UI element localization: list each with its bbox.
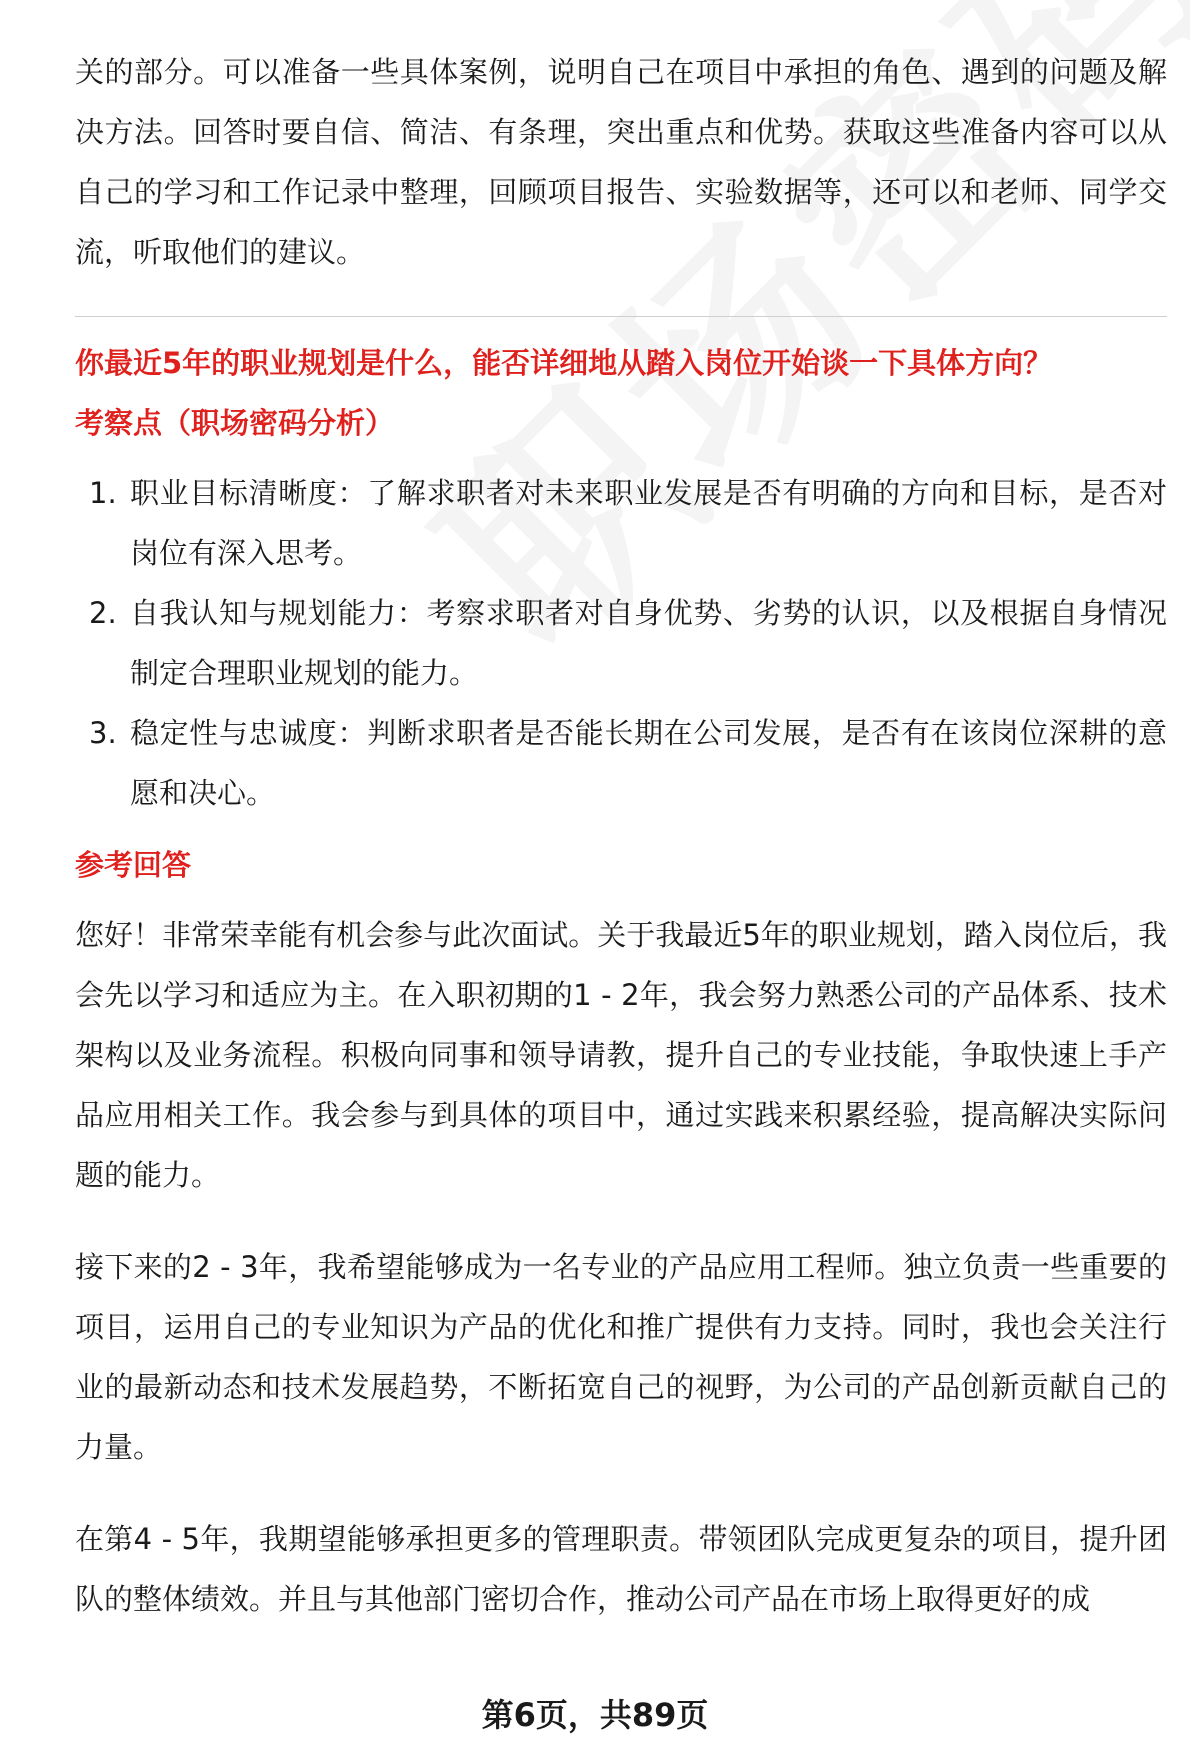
question-heading: 你最近5年的职业规划是什么，能否详细地从踏入岗位开始谈一下具体方向？ xyxy=(75,346,1053,380)
assessment-point xyxy=(75,463,1167,583)
point-text: 稳定性与忠诚度：判断求职者是否能长期在公司发展，是否有在该岗位深耕的意愿和决心。 xyxy=(130,716,1167,810)
point-text: 职业目标清晰度：了解求职者对未来职业发展是否有明确的方向和目标，是否对岗位有深入思考。 xyxy=(130,476,1167,570)
points-title: 考察点（职场密码分析） xyxy=(75,406,395,440)
answer-paragraph: 您好！非常荣幸能有机会参与此次面试。关于我最近5年的职业规划，踏入岗位后，我会先以学习和适应为主。在入职初期的1 - 2年，我会努力熟悉公司的产品体系、技术架构以及业务流程。积极向同事和领导请教，提升自己的专业技能，争取快速上手产品应用相关工作。我会参与到具体的项目中，通过实践来积累经验，提高解决实际问题的能力。 xyxy=(75,918,1167,1192)
answer-title: 参考回答 xyxy=(75,848,192,882)
point-number: 2. xyxy=(89,596,117,630)
answer-paragraph: 接下来的2 - 3年，我希望能够成为一名专业的产品应用工程师。独立负责一些重要的项目，运用自己的专业知识为产品的优化和推广提供有力支持。同时，我也会关注行业的最新动态和技术发展趋势，不断拓宽自己的视野，为公司的产品创新贡献自己的力量。 xyxy=(75,1250,1167,1464)
section-divider xyxy=(75,316,1167,317)
answer-paragraph: 在第4 - 5年，我期望能够承担更多的管理职责。带领团队完成更复杂的项目，提升团队的整体绩效。并且与其他部门密切合作，推动公司产品在市场上取得更好的成 xyxy=(75,1522,1167,1616)
assessment-points-list xyxy=(75,463,1167,823)
point-number: 3. xyxy=(89,716,117,750)
point-number: 1. xyxy=(89,476,117,510)
intro-paragraph: 关的部分。可以准备一些具体案例，说明自己在项目中承担的角色、遇到的问题及解决方法。回答时要自信、简洁、有条理，突出重点和优势。获取这些准备内容可以从自己的学习和工作记录中整理，回顾项目报告、实验数据等，还可以和老师、同学交流，听取他们的建议。 xyxy=(75,55,1167,269)
point-text: 自我认知与规划能力：考察求职者对自身优势、劣势的认识，以及根据自身情况制定合理职业规划的能力。 xyxy=(130,596,1167,690)
assessment-point xyxy=(75,583,1167,703)
document-page xyxy=(75,42,1167,1661)
page-number-footer: 第6页，共89页 xyxy=(481,1696,709,1734)
assessment-point xyxy=(75,703,1167,823)
